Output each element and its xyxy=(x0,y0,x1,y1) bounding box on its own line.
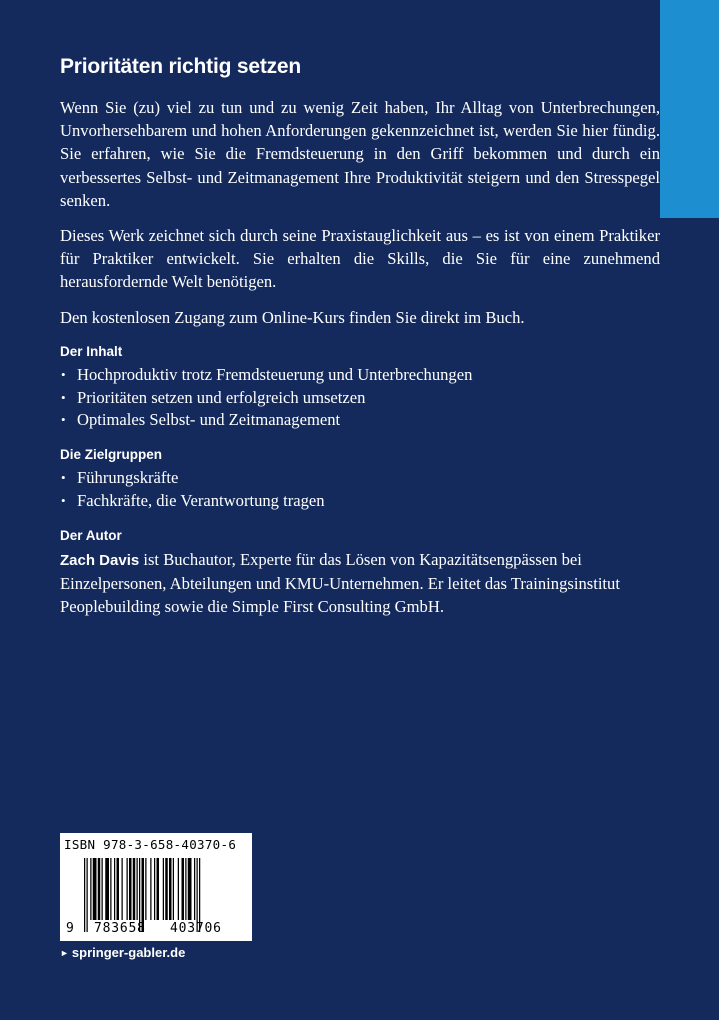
back-cover-text xyxy=(60,96,660,630)
author-paragraph xyxy=(60,548,660,619)
book-title: Prioritäten richtig setzen xyxy=(60,55,302,78)
ean-right-group: 403706 xyxy=(170,921,222,936)
barcode-bar xyxy=(84,858,85,932)
barcode-bar xyxy=(90,858,91,920)
list-item: • Optimales Selbst- und Zeitmanagement xyxy=(60,409,660,432)
contents-list xyxy=(60,364,660,432)
barcode-bar xyxy=(154,858,155,920)
barcode-bar xyxy=(133,858,136,920)
barcode-bar xyxy=(137,858,138,920)
barcode-bar xyxy=(122,858,123,920)
side-color-tab xyxy=(660,0,719,218)
barcode-bar xyxy=(188,858,192,920)
ean-first-digit: 9 xyxy=(66,921,74,936)
barcode-bar xyxy=(185,858,186,920)
barcode-bar xyxy=(169,858,172,920)
isbn-label: ISBN 978-3-658-40370-6 xyxy=(64,837,237,852)
audience-heading: Die Zielgruppen xyxy=(60,447,163,463)
barcode-bar xyxy=(87,858,88,932)
author-bio: ist Buchautor, Experte für das Lösen von Kapazitätsengpässen bei Einzelpersonen, Abteilungen und KMU-Unternehmen. Er leitet das Trainingsinstitut Peoplebuilding sowie die Simple First Consulting GmbH. xyxy=(60,549,620,617)
barcode-bar xyxy=(102,858,103,920)
barcode-bar xyxy=(163,858,164,920)
list-item: • Prioritäten setzen und erfolgreich umsetzen xyxy=(60,387,660,410)
barcode-bar xyxy=(145,858,146,920)
barcode-bar xyxy=(129,858,132,920)
barcode-bar xyxy=(110,858,111,920)
barcode-bar xyxy=(194,858,195,920)
barcode-bar xyxy=(105,858,109,920)
barcode-bar xyxy=(182,858,185,920)
practice-paragraph: Dieses Werk zeichnet sich durch seine Praxistauglichkeit aus – es ist von einem Praktiker für Praktiker entwickelt. Sie erhalten die Skills, die Sie für eine zunehmend herausfordernde Welt benötigen. xyxy=(60,226,660,292)
barcode-bar xyxy=(127,858,128,920)
author-name: Zach Davis xyxy=(60,551,140,569)
author-heading: Der Autor xyxy=(60,527,122,543)
publisher-website[interactable] xyxy=(60,945,185,960)
contents-heading: Der Inhalt xyxy=(60,343,123,359)
arrow-right-icon: ► xyxy=(60,948,69,958)
list-item: • Führungskräfte xyxy=(60,467,660,490)
barcode-bar xyxy=(178,858,179,920)
list-item: • Hochproduktiv trotz Fremdsteuerung und Unterbrechungen xyxy=(60,364,660,387)
barcode-bar xyxy=(93,858,97,920)
barcode-bar xyxy=(173,858,174,920)
barcode-bar xyxy=(98,858,101,920)
website-label: springer-gabler.de xyxy=(71,945,186,960)
barcode-bar xyxy=(150,858,151,920)
audience-list xyxy=(60,467,660,513)
online-course-paragraph: Den kostenlosen Zugang zum Online-Kurs finden Sie direkt im Buch. xyxy=(60,307,525,327)
isbn-barcode xyxy=(60,833,252,941)
ean-left-group: 783658 xyxy=(94,921,146,936)
barcode-bar xyxy=(157,858,160,920)
barcode-bar xyxy=(114,858,115,920)
intro-paragraph: Wenn Sie (zu) viel zu tun und zu wenig Zeit haben, Ihr Alltag von Unterbrechungen, Unvorhersehbarem und hohen Anforderungen gekennzeichnet ist, werden Sie hier fündig. Sie erfahren, wie Sie die Fremdsteuerung in den Griff bekommen und durch ein verbessertes Selbst- und Zeitmanagement Ihre Produktivität steigern und den Stresspegel senken. xyxy=(60,98,660,210)
list-item: • Fachkräfte, die Verantwortung tragen xyxy=(60,490,660,513)
barcode-bar xyxy=(165,858,168,920)
barcode-bar xyxy=(117,858,120,920)
